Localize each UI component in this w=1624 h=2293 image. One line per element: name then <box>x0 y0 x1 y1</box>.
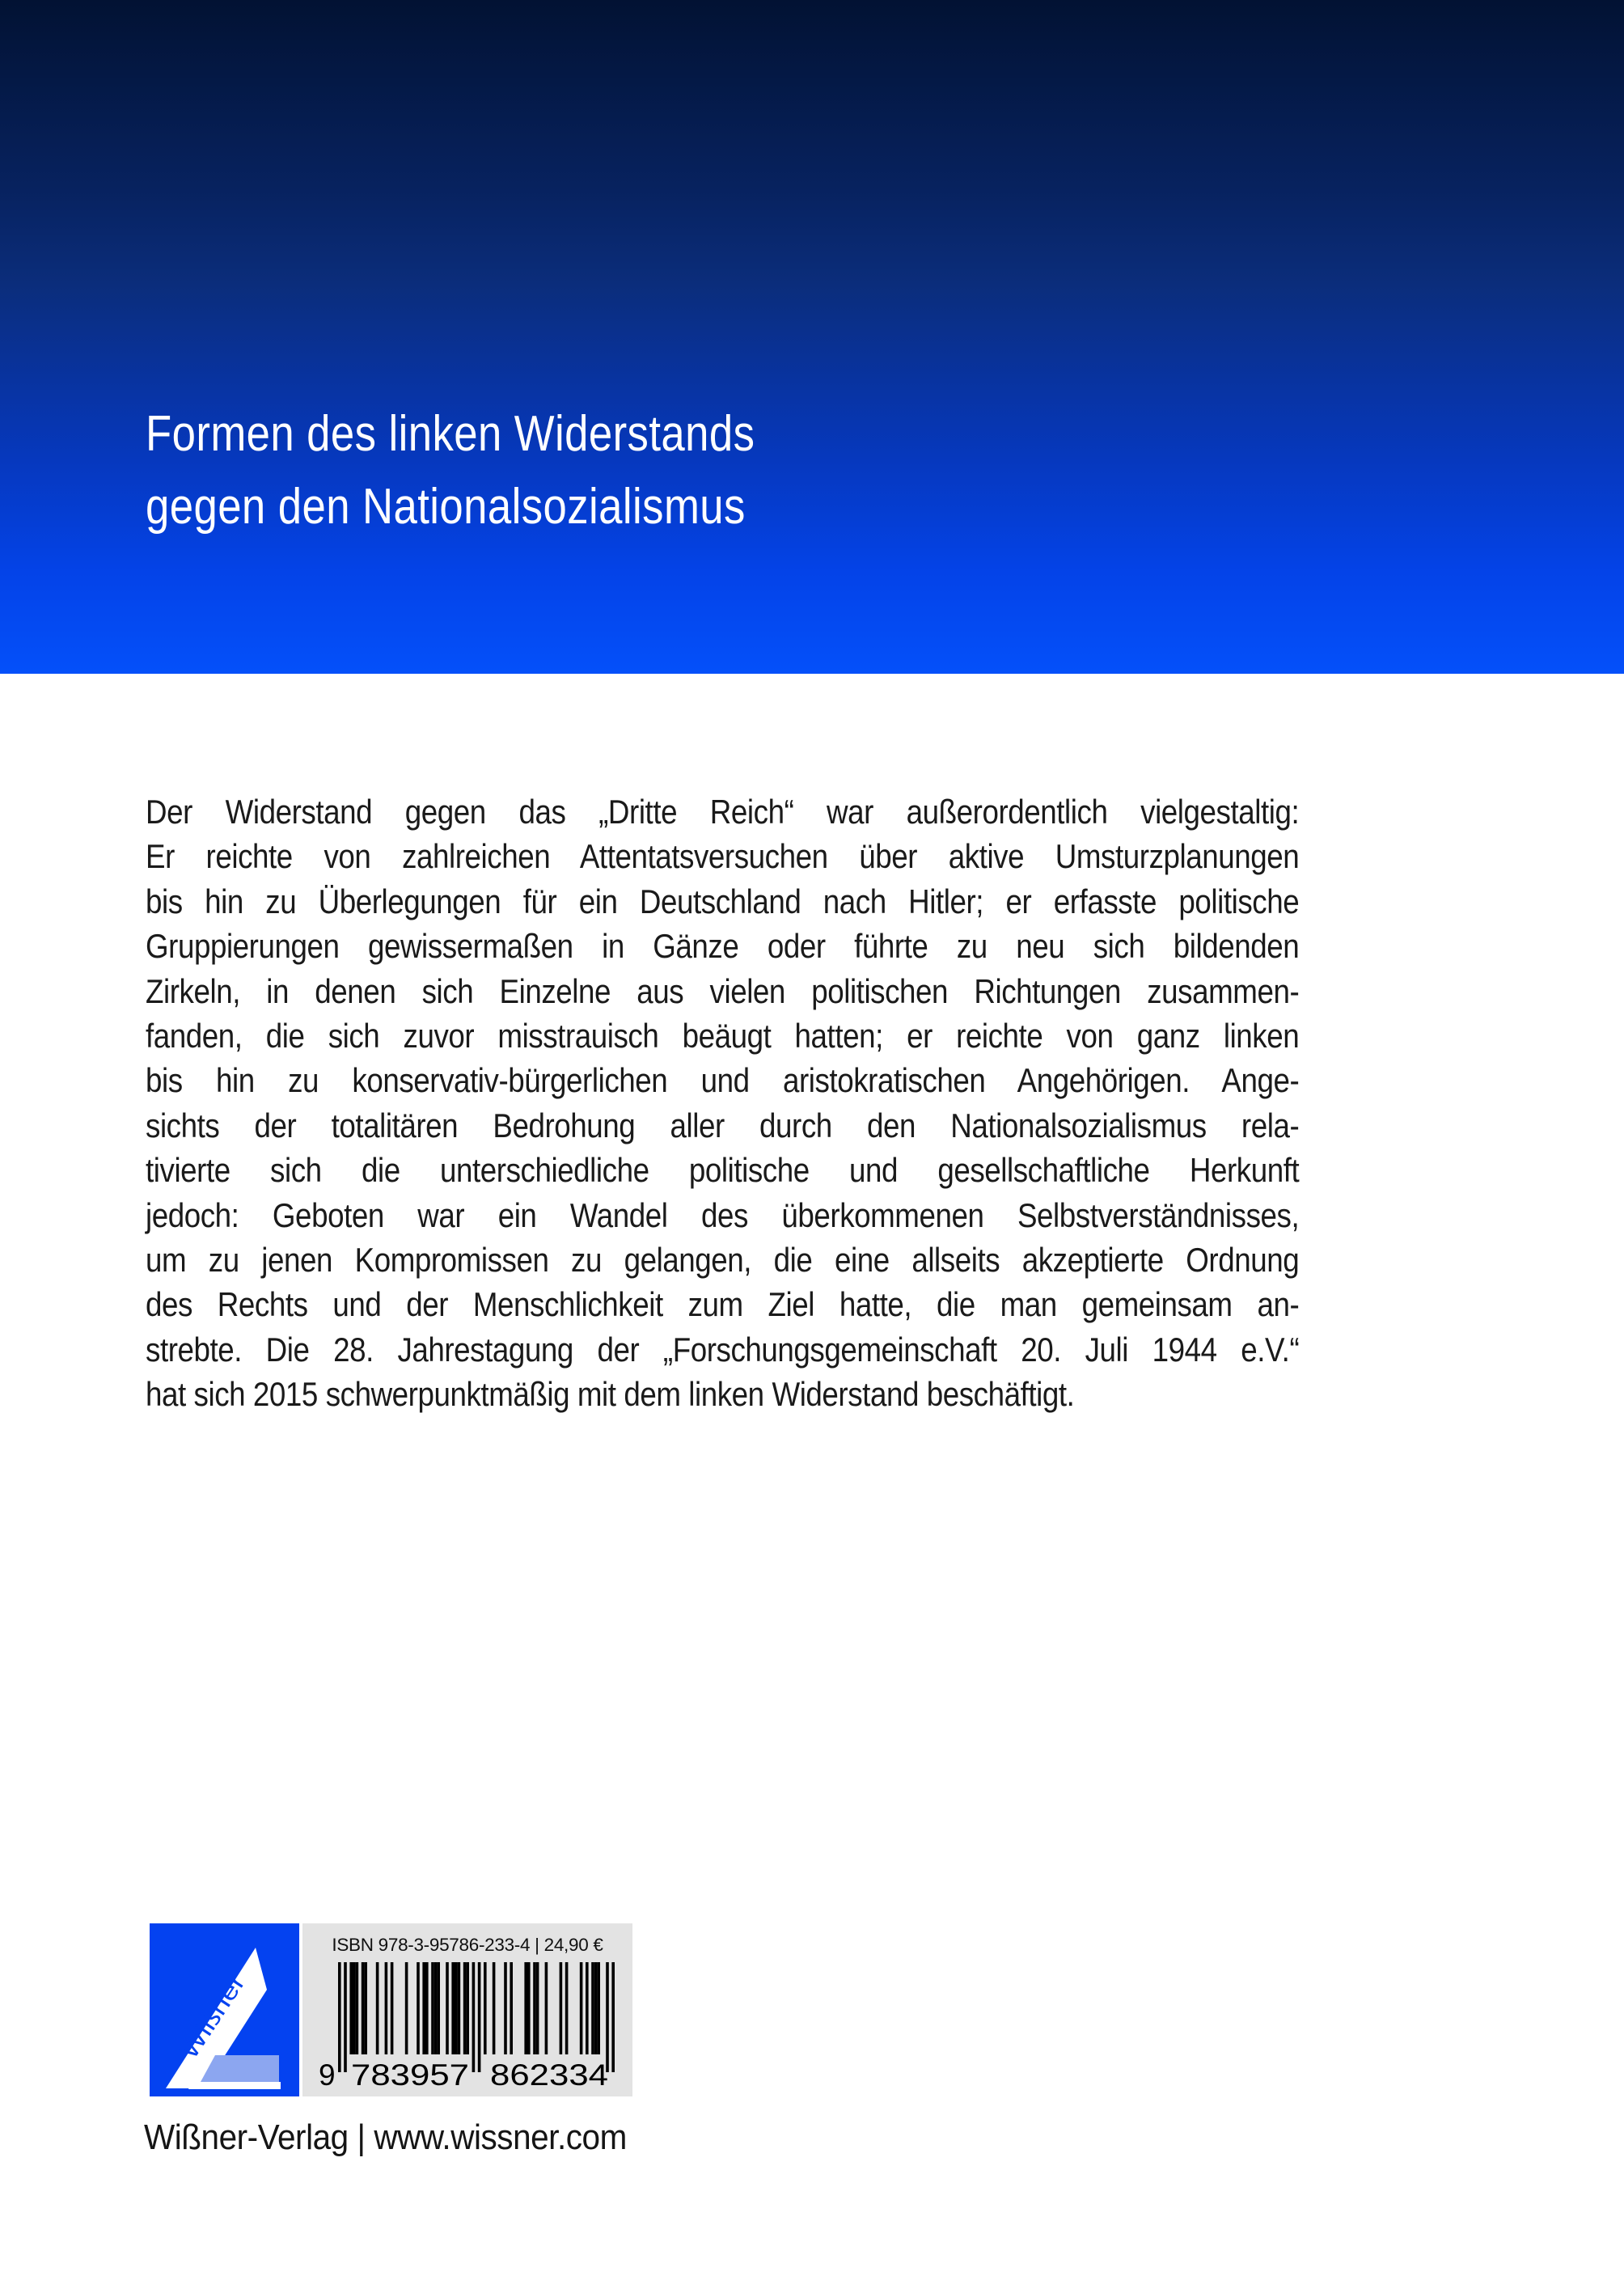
blurb-line: fanden, die sich zuvor misstrauisch beäugt hatten; er reichte von ganz linken <box>146 1017 1300 1056</box>
barcode-digit-group: 783957 <box>351 2058 469 2090</box>
publisher-logo <box>150 1923 299 2096</box>
blurb-line: Er reichte von zahlreichen Attentatsversuchen über aktive Umsturzplanungen <box>146 837 1300 876</box>
publisher-url-line: Wißner-Verlag | www.wissner.com <box>144 2117 627 2157</box>
blurb-line: des Rechts und der Menschlichkeit zum Ziel hatte, die man gemeinsam an- <box>146 1285 1300 1324</box>
book-title-line: gegen den Nationalsozialismus <box>146 479 746 535</box>
blurb-line: Zirkeln, in denen sich Einzelne aus vielen politischen Richtungen zusammen- <box>146 971 1300 1010</box>
blurb-line: Der Widerstand gegen das „Dritte Reich“ war außerordentlich vielgestaltig: <box>146 793 1300 831</box>
ean-barcode <box>317 1962 618 2090</box>
blurb-line: bis hin zu Überlegungen für ein Deutschland nach Hitler; er erfasste politische <box>146 882 1300 920</box>
blurb-line: um zu jenen Kompromissen zu gelangen, die eine allseits akzeptierte Ordnung <box>146 1241 1300 1280</box>
isbn-panel <box>302 1923 632 2096</box>
blurb-line: bis hin zu konservativ-bürgerlichen und aristokratischen Angehörigen. Ange- <box>146 1061 1300 1100</box>
blurb-line: Gruppierungen gewissermaßen in Gänze oder führte zu neu sich bildenden <box>146 927 1300 966</box>
blurb-line: strebte. Die 28. Jahrestagung der „Forschungsgemeinschaft 20. Juli 1944 e.V.“ <box>146 1330 1300 1369</box>
barcode-digit-group: 9 <box>319 2058 336 2090</box>
blurb-line: sichts der totalitären Bedrohung aller durch den Nationalsozialismus rela- <box>146 1106 1300 1144</box>
wissner-logo-icon <box>150 1923 299 2096</box>
blurb-line: tivierte sich die unterschiedliche politische und gesellschaftliche Herkunft <box>146 1151 1300 1190</box>
blurb-line: jedoch: Geboten war ein Wandel des überkommenen Selbstverständnisses, <box>146 1195 1300 1234</box>
barcode-digit-group: 862334 <box>490 2058 608 2090</box>
book-title <box>146 398 755 544</box>
header-gradient-band <box>0 0 1624 674</box>
back-cover-blurb <box>146 789 1299 1417</box>
blurb-line: hat sich 2015 schwerpunktmäßig mit dem linken Widerstand beschäftigt. <box>146 1375 1075 1414</box>
isbn-price-label: ISBN 978-3-95786-233-4 | 24,90 € <box>332 1935 603 1955</box>
book-title-line: Formen des linken Widerstands <box>146 406 755 462</box>
logo-wordmark: Wißner <box>174 1981 243 2064</box>
